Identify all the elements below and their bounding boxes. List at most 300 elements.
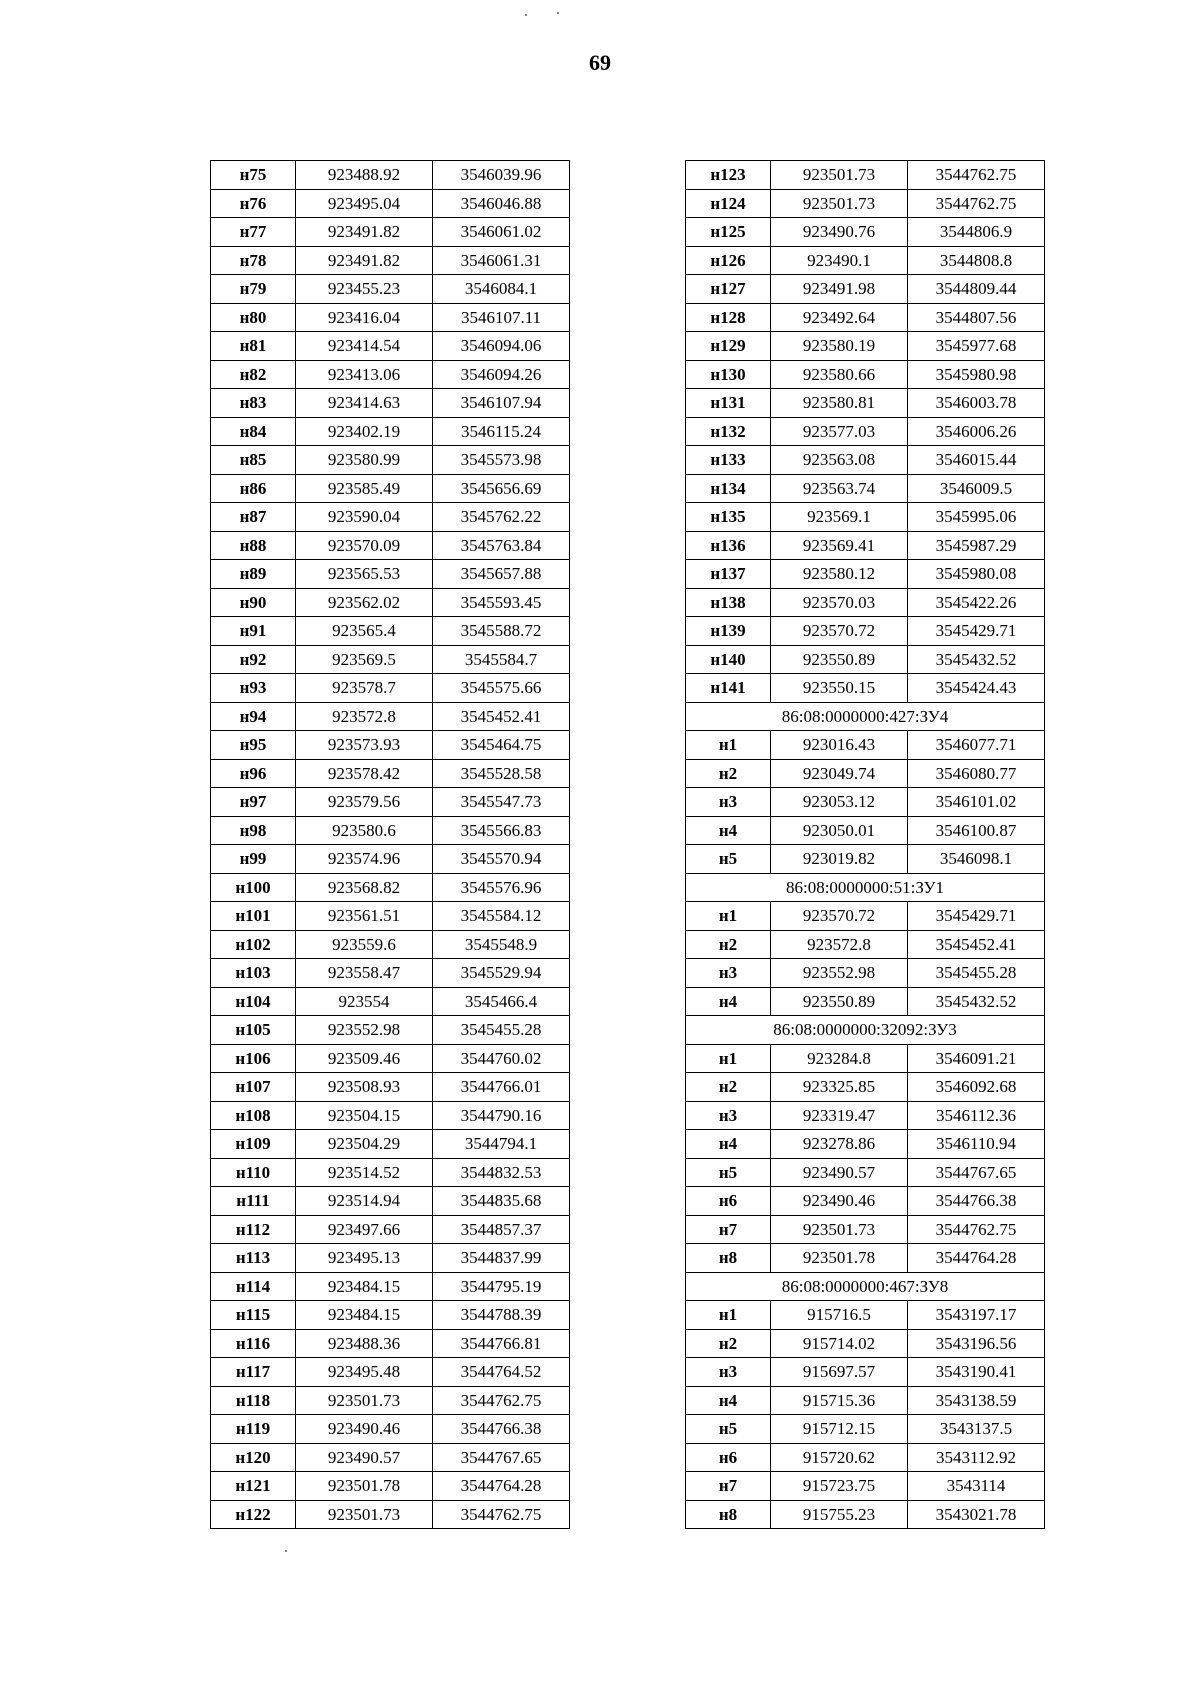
x-coordinate: 923570.72 — [771, 617, 908, 646]
x-coordinate: 923579.56 — [296, 788, 433, 817]
y-coordinate: 3546003.78 — [908, 389, 1045, 418]
point-id: н105 — [211, 1016, 296, 1045]
y-coordinate: 3546077.71 — [908, 731, 1045, 760]
x-coordinate: 923484.15 — [296, 1301, 433, 1330]
x-coordinate: 915720.62 — [771, 1443, 908, 1472]
y-coordinate: 3545455.28 — [908, 959, 1045, 988]
y-coordinate: 3545657.88 — [433, 560, 570, 589]
table-row — [211, 446, 570, 475]
table-row — [211, 702, 570, 731]
point-id: н103 — [211, 959, 296, 988]
table-row — [686, 389, 1045, 418]
point-id: н109 — [211, 1130, 296, 1159]
y-coordinate: 3544764.52 — [433, 1358, 570, 1387]
y-coordinate: 3546006.26 — [908, 417, 1045, 446]
point-id: н2 — [686, 930, 771, 959]
point-id: н1 — [686, 1301, 771, 1330]
y-coordinate: 3545980.98 — [908, 360, 1045, 389]
point-id: н111 — [211, 1187, 296, 1216]
y-coordinate: 3544762.75 — [908, 189, 1045, 218]
table-row — [211, 1500, 570, 1529]
x-coordinate: 923414.63 — [296, 389, 433, 418]
table-row — [211, 1101, 570, 1130]
point-id: н115 — [211, 1301, 296, 1330]
point-id: н123 — [686, 161, 771, 190]
table-row — [211, 759, 570, 788]
point-id: н80 — [211, 303, 296, 332]
point-id: н4 — [686, 816, 771, 845]
point-id: н101 — [211, 902, 296, 931]
x-coordinate: 923490.57 — [296, 1443, 433, 1472]
y-coordinate: 3545455.28 — [433, 1016, 570, 1045]
y-coordinate: 3545570.94 — [433, 845, 570, 874]
x-coordinate: 915697.57 — [771, 1358, 908, 1387]
y-coordinate: 3545980.08 — [908, 560, 1045, 589]
y-coordinate: 3546009.5 — [908, 474, 1045, 503]
x-coordinate: 923565.53 — [296, 560, 433, 589]
table-row — [686, 189, 1045, 218]
x-coordinate: 923573.93 — [296, 731, 433, 760]
y-coordinate: 3545575.66 — [433, 674, 570, 703]
x-coordinate: 923509.46 — [296, 1044, 433, 1073]
coordinates-table-left — [210, 160, 570, 1529]
x-coordinate: 923514.52 — [296, 1158, 433, 1187]
y-coordinate: 3545576.96 — [433, 873, 570, 902]
y-coordinate: 3545452.41 — [433, 702, 570, 731]
y-coordinate: 3544766.81 — [433, 1329, 570, 1358]
point-id: н117 — [211, 1358, 296, 1387]
x-coordinate: 923550.89 — [771, 645, 908, 674]
point-id: н140 — [686, 645, 771, 674]
x-coordinate: 923319.47 — [771, 1101, 908, 1130]
table-row — [686, 1244, 1045, 1273]
y-coordinate: 3546094.06 — [433, 332, 570, 361]
point-id: н90 — [211, 588, 296, 617]
x-coordinate: 923580.6 — [296, 816, 433, 845]
point-id: н8 — [686, 1244, 771, 1273]
point-id: н114 — [211, 1272, 296, 1301]
x-coordinate: 915715.36 — [771, 1386, 908, 1415]
table-row — [211, 930, 570, 959]
point-id: н102 — [211, 930, 296, 959]
x-coordinate: 923558.47 — [296, 959, 433, 988]
x-coordinate: 923585.49 — [296, 474, 433, 503]
point-id: н133 — [686, 446, 771, 475]
x-coordinate: 923501.73 — [296, 1386, 433, 1415]
x-coordinate: 923490.57 — [771, 1158, 908, 1187]
x-coordinate: 923455.23 — [296, 275, 433, 304]
y-coordinate: 3546091.21 — [908, 1044, 1045, 1073]
y-coordinate: 3545528.58 — [433, 759, 570, 788]
x-coordinate: 923490.46 — [296, 1415, 433, 1444]
y-coordinate: 3544766.38 — [908, 1187, 1045, 1216]
x-coordinate: 923501.73 — [771, 161, 908, 190]
x-coordinate: 923413.06 — [296, 360, 433, 389]
table-row — [211, 1415, 570, 1444]
y-coordinate: 3546107.94 — [433, 389, 570, 418]
x-coordinate: 923578.7 — [296, 674, 433, 703]
y-coordinate: 3543112.92 — [908, 1443, 1045, 1472]
cadastral-number: 86:08:0000000:51:ЗУ1 — [686, 873, 1045, 902]
page-number: 69 — [589, 50, 611, 75]
y-coordinate: 3543196.56 — [908, 1329, 1045, 1358]
table-row — [211, 873, 570, 902]
point-id: н99 — [211, 845, 296, 874]
y-coordinate: 3544832.53 — [433, 1158, 570, 1187]
cadastral-section-row — [686, 873, 1045, 902]
y-coordinate: 3543021.78 — [908, 1500, 1045, 1529]
y-coordinate: 3545429.71 — [908, 902, 1045, 931]
scan-speck — [285, 1550, 287, 1552]
point-id: н98 — [211, 816, 296, 845]
table-row — [211, 218, 570, 247]
table-row — [211, 1472, 570, 1501]
table-row — [211, 332, 570, 361]
table-row — [686, 246, 1045, 275]
table-row — [686, 303, 1045, 332]
x-coordinate: 923495.04 — [296, 189, 433, 218]
table-row — [686, 588, 1045, 617]
x-coordinate: 923050.01 — [771, 816, 908, 845]
y-coordinate: 3545995.06 — [908, 503, 1045, 532]
cadastral-number: 86:08:0000000:467:ЗУ8 — [686, 1272, 1045, 1301]
y-coordinate: 3546101.02 — [908, 788, 1045, 817]
point-id: н83 — [211, 389, 296, 418]
point-id: н106 — [211, 1044, 296, 1073]
table-row — [686, 1301, 1045, 1330]
table-row — [686, 503, 1045, 532]
y-coordinate: 3544766.01 — [433, 1073, 570, 1102]
table-row — [211, 189, 570, 218]
cadastral-section-row — [686, 1016, 1045, 1045]
point-id: н118 — [211, 1386, 296, 1415]
x-coordinate: 915714.02 — [771, 1329, 908, 1358]
x-coordinate: 923570.72 — [771, 902, 908, 931]
point-id: н128 — [686, 303, 771, 332]
table-row — [686, 446, 1045, 475]
y-coordinate: 3545593.45 — [433, 588, 570, 617]
table-row — [686, 1187, 1045, 1216]
y-coordinate: 3544767.65 — [908, 1158, 1045, 1187]
y-coordinate: 3545573.98 — [433, 446, 570, 475]
y-coordinate: 3544837.99 — [433, 1244, 570, 1273]
point-id: н132 — [686, 417, 771, 446]
point-id: н138 — [686, 588, 771, 617]
point-id: н104 — [211, 987, 296, 1016]
cadastral-section-row — [686, 1272, 1045, 1301]
point-id: н4 — [686, 1386, 771, 1415]
table-row — [211, 816, 570, 845]
y-coordinate: 3546061.31 — [433, 246, 570, 275]
table-row — [211, 531, 570, 560]
cadastral-number: 86:08:0000000:427:ЗУ4 — [686, 702, 1045, 731]
x-coordinate: 923484.15 — [296, 1272, 433, 1301]
table-row — [211, 1301, 570, 1330]
point-id: н7 — [686, 1215, 771, 1244]
point-id: н5 — [686, 1158, 771, 1187]
y-coordinate: 3545432.52 — [908, 645, 1045, 674]
table-row — [686, 560, 1045, 589]
point-id: н108 — [211, 1101, 296, 1130]
x-coordinate: 915723.75 — [771, 1472, 908, 1501]
y-coordinate: 3546094.26 — [433, 360, 570, 389]
x-coordinate: 923570.03 — [771, 588, 908, 617]
point-id: н76 — [211, 189, 296, 218]
cadastral-section-row — [686, 702, 1045, 731]
y-coordinate: 3543190.41 — [908, 1358, 1045, 1387]
x-coordinate: 923414.54 — [296, 332, 433, 361]
x-coordinate: 923278.86 — [771, 1130, 908, 1159]
table-row — [686, 531, 1045, 560]
y-coordinate: 3544762.75 — [908, 1215, 1045, 1244]
point-id: н135 — [686, 503, 771, 532]
y-coordinate: 3545466.4 — [433, 987, 570, 1016]
table-row — [211, 560, 570, 589]
y-coordinate: 3546080.77 — [908, 759, 1045, 788]
table-row — [211, 161, 570, 190]
point-id: н79 — [211, 275, 296, 304]
y-coordinate: 3546046.88 — [433, 189, 570, 218]
y-coordinate: 3545588.72 — [433, 617, 570, 646]
point-id: н78 — [211, 246, 296, 275]
x-coordinate: 923554 — [296, 987, 433, 1016]
x-coordinate: 923491.82 — [296, 246, 433, 275]
y-coordinate: 3544794.1 — [433, 1130, 570, 1159]
point-id: н134 — [686, 474, 771, 503]
x-coordinate: 923501.78 — [296, 1472, 433, 1501]
table-row — [211, 360, 570, 389]
y-coordinate: 3545464.75 — [433, 731, 570, 760]
cadastral-number: 86:08:0000000:32092:ЗУ3 — [686, 1016, 1045, 1045]
point-id: н6 — [686, 1187, 771, 1216]
y-coordinate: 3544762.75 — [433, 1500, 570, 1529]
x-coordinate: 923497.66 — [296, 1215, 433, 1244]
point-id: н75 — [211, 161, 296, 190]
table-row — [211, 788, 570, 817]
y-coordinate: 3543197.17 — [908, 1301, 1045, 1330]
x-coordinate: 923563.74 — [771, 474, 908, 503]
x-coordinate: 923580.12 — [771, 560, 908, 589]
table-row — [686, 645, 1045, 674]
x-coordinate: 923488.36 — [296, 1329, 433, 1358]
table-row — [686, 417, 1045, 446]
y-coordinate: 3546039.96 — [433, 161, 570, 190]
x-coordinate: 923562.02 — [296, 588, 433, 617]
x-coordinate: 923501.78 — [771, 1244, 908, 1273]
table-row — [211, 417, 570, 446]
x-coordinate: 923490.46 — [771, 1187, 908, 1216]
table-row — [686, 275, 1045, 304]
point-id: н110 — [211, 1158, 296, 1187]
x-coordinate: 923580.66 — [771, 360, 908, 389]
x-coordinate: 923491.82 — [296, 218, 433, 247]
y-coordinate: 3544807.56 — [908, 303, 1045, 332]
y-coordinate: 3545547.73 — [433, 788, 570, 817]
x-coordinate: 923559.6 — [296, 930, 433, 959]
x-coordinate: 923574.96 — [296, 845, 433, 874]
table-row — [686, 987, 1045, 1016]
y-coordinate: 3545429.71 — [908, 617, 1045, 646]
table-row — [686, 759, 1045, 788]
table-row — [686, 1329, 1045, 1358]
point-id: н112 — [211, 1215, 296, 1244]
x-coordinate: 915716.5 — [771, 1301, 908, 1330]
table-row — [686, 1130, 1045, 1159]
x-coordinate: 923572.8 — [296, 702, 433, 731]
y-coordinate: 3545584.12 — [433, 902, 570, 931]
x-coordinate: 923565.4 — [296, 617, 433, 646]
point-id: н139 — [686, 617, 771, 646]
y-coordinate: 3543137.5 — [908, 1415, 1045, 1444]
table-row — [686, 1472, 1045, 1501]
y-coordinate: 3544760.02 — [433, 1044, 570, 1073]
x-coordinate: 923569.41 — [771, 531, 908, 560]
x-coordinate: 915712.15 — [771, 1415, 908, 1444]
point-id: н136 — [686, 531, 771, 560]
table-row — [686, 1044, 1045, 1073]
x-coordinate: 923569.5 — [296, 645, 433, 674]
x-coordinate: 923577.03 — [771, 417, 908, 446]
y-coordinate: 3546092.68 — [908, 1073, 1045, 1102]
point-id: н4 — [686, 987, 771, 1016]
table-row — [686, 1443, 1045, 1472]
y-coordinate: 3543114 — [908, 1472, 1045, 1501]
point-id: н131 — [686, 389, 771, 418]
point-id: н3 — [686, 1101, 771, 1130]
x-coordinate: 923572.8 — [771, 930, 908, 959]
scan-speck — [525, 14, 527, 16]
point-id: н107 — [211, 1073, 296, 1102]
scan-speck — [557, 12, 559, 14]
y-coordinate: 3545432.52 — [908, 987, 1045, 1016]
x-coordinate: 923561.51 — [296, 902, 433, 931]
table-row — [211, 1215, 570, 1244]
point-id: н100 — [211, 873, 296, 902]
table-row — [686, 1415, 1045, 1444]
y-coordinate: 3545566.83 — [433, 816, 570, 845]
point-id: н7 — [686, 1472, 771, 1501]
x-coordinate: 923053.12 — [771, 788, 908, 817]
y-coordinate: 3545548.9 — [433, 930, 570, 959]
table-row — [686, 959, 1045, 988]
table-row — [686, 617, 1045, 646]
y-coordinate: 3546100.87 — [908, 816, 1045, 845]
x-coordinate: 923504.15 — [296, 1101, 433, 1130]
point-id: н3 — [686, 788, 771, 817]
x-coordinate: 923569.1 — [771, 503, 908, 532]
table-row — [211, 474, 570, 503]
point-id: н3 — [686, 1358, 771, 1387]
y-coordinate: 3545452.41 — [908, 930, 1045, 959]
y-coordinate: 3545529.94 — [433, 959, 570, 988]
table-row — [211, 845, 570, 874]
point-id: н81 — [211, 332, 296, 361]
coordinates-table-right — [685, 160, 1045, 1529]
table-row — [686, 161, 1045, 190]
x-coordinate: 923495.48 — [296, 1358, 433, 1387]
table-row — [211, 987, 570, 1016]
y-coordinate: 3544835.68 — [433, 1187, 570, 1216]
x-coordinate: 923049.74 — [771, 759, 908, 788]
table-row — [211, 1443, 570, 1472]
x-coordinate: 923504.29 — [296, 1130, 433, 1159]
table-row — [211, 731, 570, 760]
y-coordinate: 3545763.84 — [433, 531, 570, 560]
x-coordinate: 923501.73 — [771, 1215, 908, 1244]
point-id: н122 — [211, 1500, 296, 1529]
point-id: н1 — [686, 1044, 771, 1073]
y-coordinate: 3544806.9 — [908, 218, 1045, 247]
table-row — [686, 816, 1045, 845]
point-id: н126 — [686, 246, 771, 275]
point-id: н119 — [211, 1415, 296, 1444]
y-coordinate: 3544766.38 — [433, 1415, 570, 1444]
y-coordinate: 3545762.22 — [433, 503, 570, 532]
point-id: н1 — [686, 731, 771, 760]
table-row — [211, 674, 570, 703]
x-coordinate: 923580.19 — [771, 332, 908, 361]
point-id: н120 — [211, 1443, 296, 1472]
point-id: н129 — [686, 332, 771, 361]
point-id: н4 — [686, 1130, 771, 1159]
table-row — [211, 1329, 570, 1358]
point-id: н5 — [686, 1415, 771, 1444]
x-coordinate: 923570.09 — [296, 531, 433, 560]
table-row — [686, 1215, 1045, 1244]
table-row — [686, 930, 1045, 959]
table-row — [686, 360, 1045, 389]
table-row — [211, 503, 570, 532]
y-coordinate: 3546084.1 — [433, 275, 570, 304]
x-coordinate: 923552.98 — [771, 959, 908, 988]
x-coordinate: 923490.76 — [771, 218, 908, 247]
table-row — [686, 1386, 1045, 1415]
point-id: н84 — [211, 417, 296, 446]
y-coordinate: 3544808.8 — [908, 246, 1045, 275]
table-row — [211, 1358, 570, 1387]
point-id: н124 — [686, 189, 771, 218]
x-coordinate: 923580.99 — [296, 446, 433, 475]
table-row — [211, 588, 570, 617]
x-coordinate: 923016.43 — [771, 731, 908, 760]
table-row — [686, 1073, 1045, 1102]
table-row — [686, 474, 1045, 503]
y-coordinate: 3544790.16 — [433, 1101, 570, 1130]
table-row — [686, 1358, 1045, 1387]
table-row — [686, 902, 1045, 931]
table-row — [211, 645, 570, 674]
table-row — [686, 1101, 1045, 1130]
y-coordinate: 3544764.28 — [908, 1244, 1045, 1273]
x-coordinate: 923501.73 — [771, 189, 908, 218]
point-id: н130 — [686, 360, 771, 389]
table-row — [211, 617, 570, 646]
y-coordinate: 3544795.19 — [433, 1272, 570, 1301]
y-coordinate: 3545656.69 — [433, 474, 570, 503]
y-coordinate: 3544767.65 — [433, 1443, 570, 1472]
x-coordinate: 923508.93 — [296, 1073, 433, 1102]
point-id: н92 — [211, 645, 296, 674]
table-row — [211, 1386, 570, 1415]
table-row — [211, 1016, 570, 1045]
y-coordinate: 3546107.11 — [433, 303, 570, 332]
point-id: н97 — [211, 788, 296, 817]
y-coordinate: 3545424.43 — [908, 674, 1045, 703]
table-row — [211, 1272, 570, 1301]
table-row — [211, 1158, 570, 1187]
y-coordinate: 3546015.44 — [908, 446, 1045, 475]
point-id: н88 — [211, 531, 296, 560]
